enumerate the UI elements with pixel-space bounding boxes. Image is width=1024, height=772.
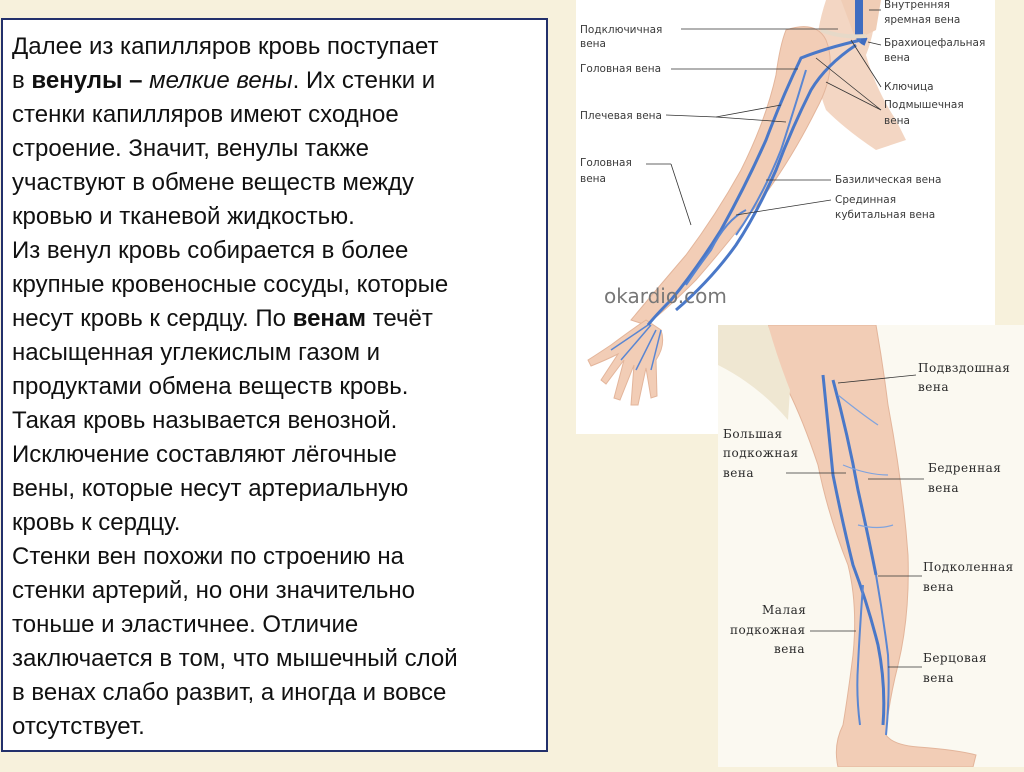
text-line: кровь к сердцу. (12, 509, 181, 536)
label-subclavian: Подключичная (580, 24, 663, 36)
label-femoral: Бедренная (928, 461, 1002, 475)
text-line: Такая кровь называется венозной. (12, 407, 398, 434)
label-median-cubital: Срединная (835, 194, 897, 206)
label-cephalic-lower: Головная (580, 157, 632, 169)
text-line: кровью и тканевой жидкостью. (12, 203, 355, 230)
label-small-saphenous: подкожная (730, 623, 806, 637)
label-great-saphenous: подкожная (723, 446, 799, 460)
text-line: тоньше и эластичнее. Отличие (12, 611, 359, 638)
label-basilic: Базилическая вена (835, 174, 942, 186)
watermark: okardio.com (604, 284, 727, 308)
text-line: строение. Значит, венулы также (12, 135, 369, 162)
leg-diagram (718, 325, 1024, 767)
text-line: в (12, 67, 32, 94)
paragraph-veins (12, 234, 540, 438)
paragraph-walls (12, 540, 540, 744)
label-iliac: вена (918, 380, 950, 394)
label-great-saphenous: Большая (723, 427, 783, 441)
term-veins: венам (292, 305, 367, 332)
text-line: Исключение составляют лёгочные (12, 441, 397, 468)
text-line: Из венул кровь собирается в более (12, 237, 409, 264)
text-line: в венах слабо развит, а иногда и вовсе (12, 679, 447, 706)
label-great-saphenous: вена (723, 466, 755, 480)
paragraph-venules (12, 30, 540, 234)
text-line: крупные кровеносные сосуды, которые (12, 271, 449, 298)
label-jugular: яремная вена (884, 14, 961, 26)
paragraph-exception (12, 438, 540, 540)
term-venules: венулы – (31, 67, 143, 94)
text-panel (1, 18, 548, 752)
label-femoral: вена (928, 481, 960, 495)
text-line: . Их стенки и (292, 67, 436, 94)
label-axillary: Подмышечная (884, 99, 964, 111)
label-jugular: Внутренняя (884, 0, 950, 11)
term-definition: мелкие вены (149, 67, 293, 94)
leg-veins-illustration (718, 325, 1024, 767)
label-iliac: Подвздошная (918, 361, 1011, 375)
label-cephalic-lower: вена (580, 173, 606, 185)
text-line: Далее из капилляров кровь поступает (12, 33, 439, 60)
label-popliteal: вена (923, 580, 955, 594)
label-small-saphenous: Малая (762, 603, 807, 617)
text-line: несут кровь к сердцу. По (12, 305, 293, 332)
label-subclavian: вена (580, 38, 606, 50)
label-brachiocephalic: вена (884, 52, 910, 64)
text-line: вены, которые несут артериальную (12, 475, 409, 502)
label-popliteal: Подколенная (923, 560, 1014, 574)
label-small-saphenous: вена (774, 642, 806, 656)
label-cephalic-upper: Головная вена (580, 63, 662, 75)
text-line: насыщенная углекислым газом и (12, 339, 381, 366)
text-line: течёт (366, 305, 433, 332)
label-median-cubital: кубитальная вена (835, 209, 936, 221)
text-line: заключается в том, что мышечный слой (12, 645, 458, 672)
label-tibial: вена (923, 671, 955, 685)
label-axillary: вена (884, 115, 910, 127)
label-brachiocephalic: Брахиоцефальная (884, 37, 986, 49)
text-line: продуктами обмена веществ кровь. (12, 373, 409, 400)
label-clavicle: Ключица (884, 81, 934, 93)
text-line: Стенки вен похожи по строению на (12, 543, 404, 570)
text-line: стенки капилляров имеют сходное (12, 101, 399, 128)
hand-shape (588, 320, 663, 405)
label-brachial: Плечевая вена (580, 110, 662, 122)
text-line: стенки артерий, но они значительно (12, 577, 415, 604)
text-line: участвуют в обмене веществ между (12, 169, 414, 196)
text-line: отсутствует. (12, 713, 145, 740)
label-tibial: Берцовая (923, 651, 988, 665)
